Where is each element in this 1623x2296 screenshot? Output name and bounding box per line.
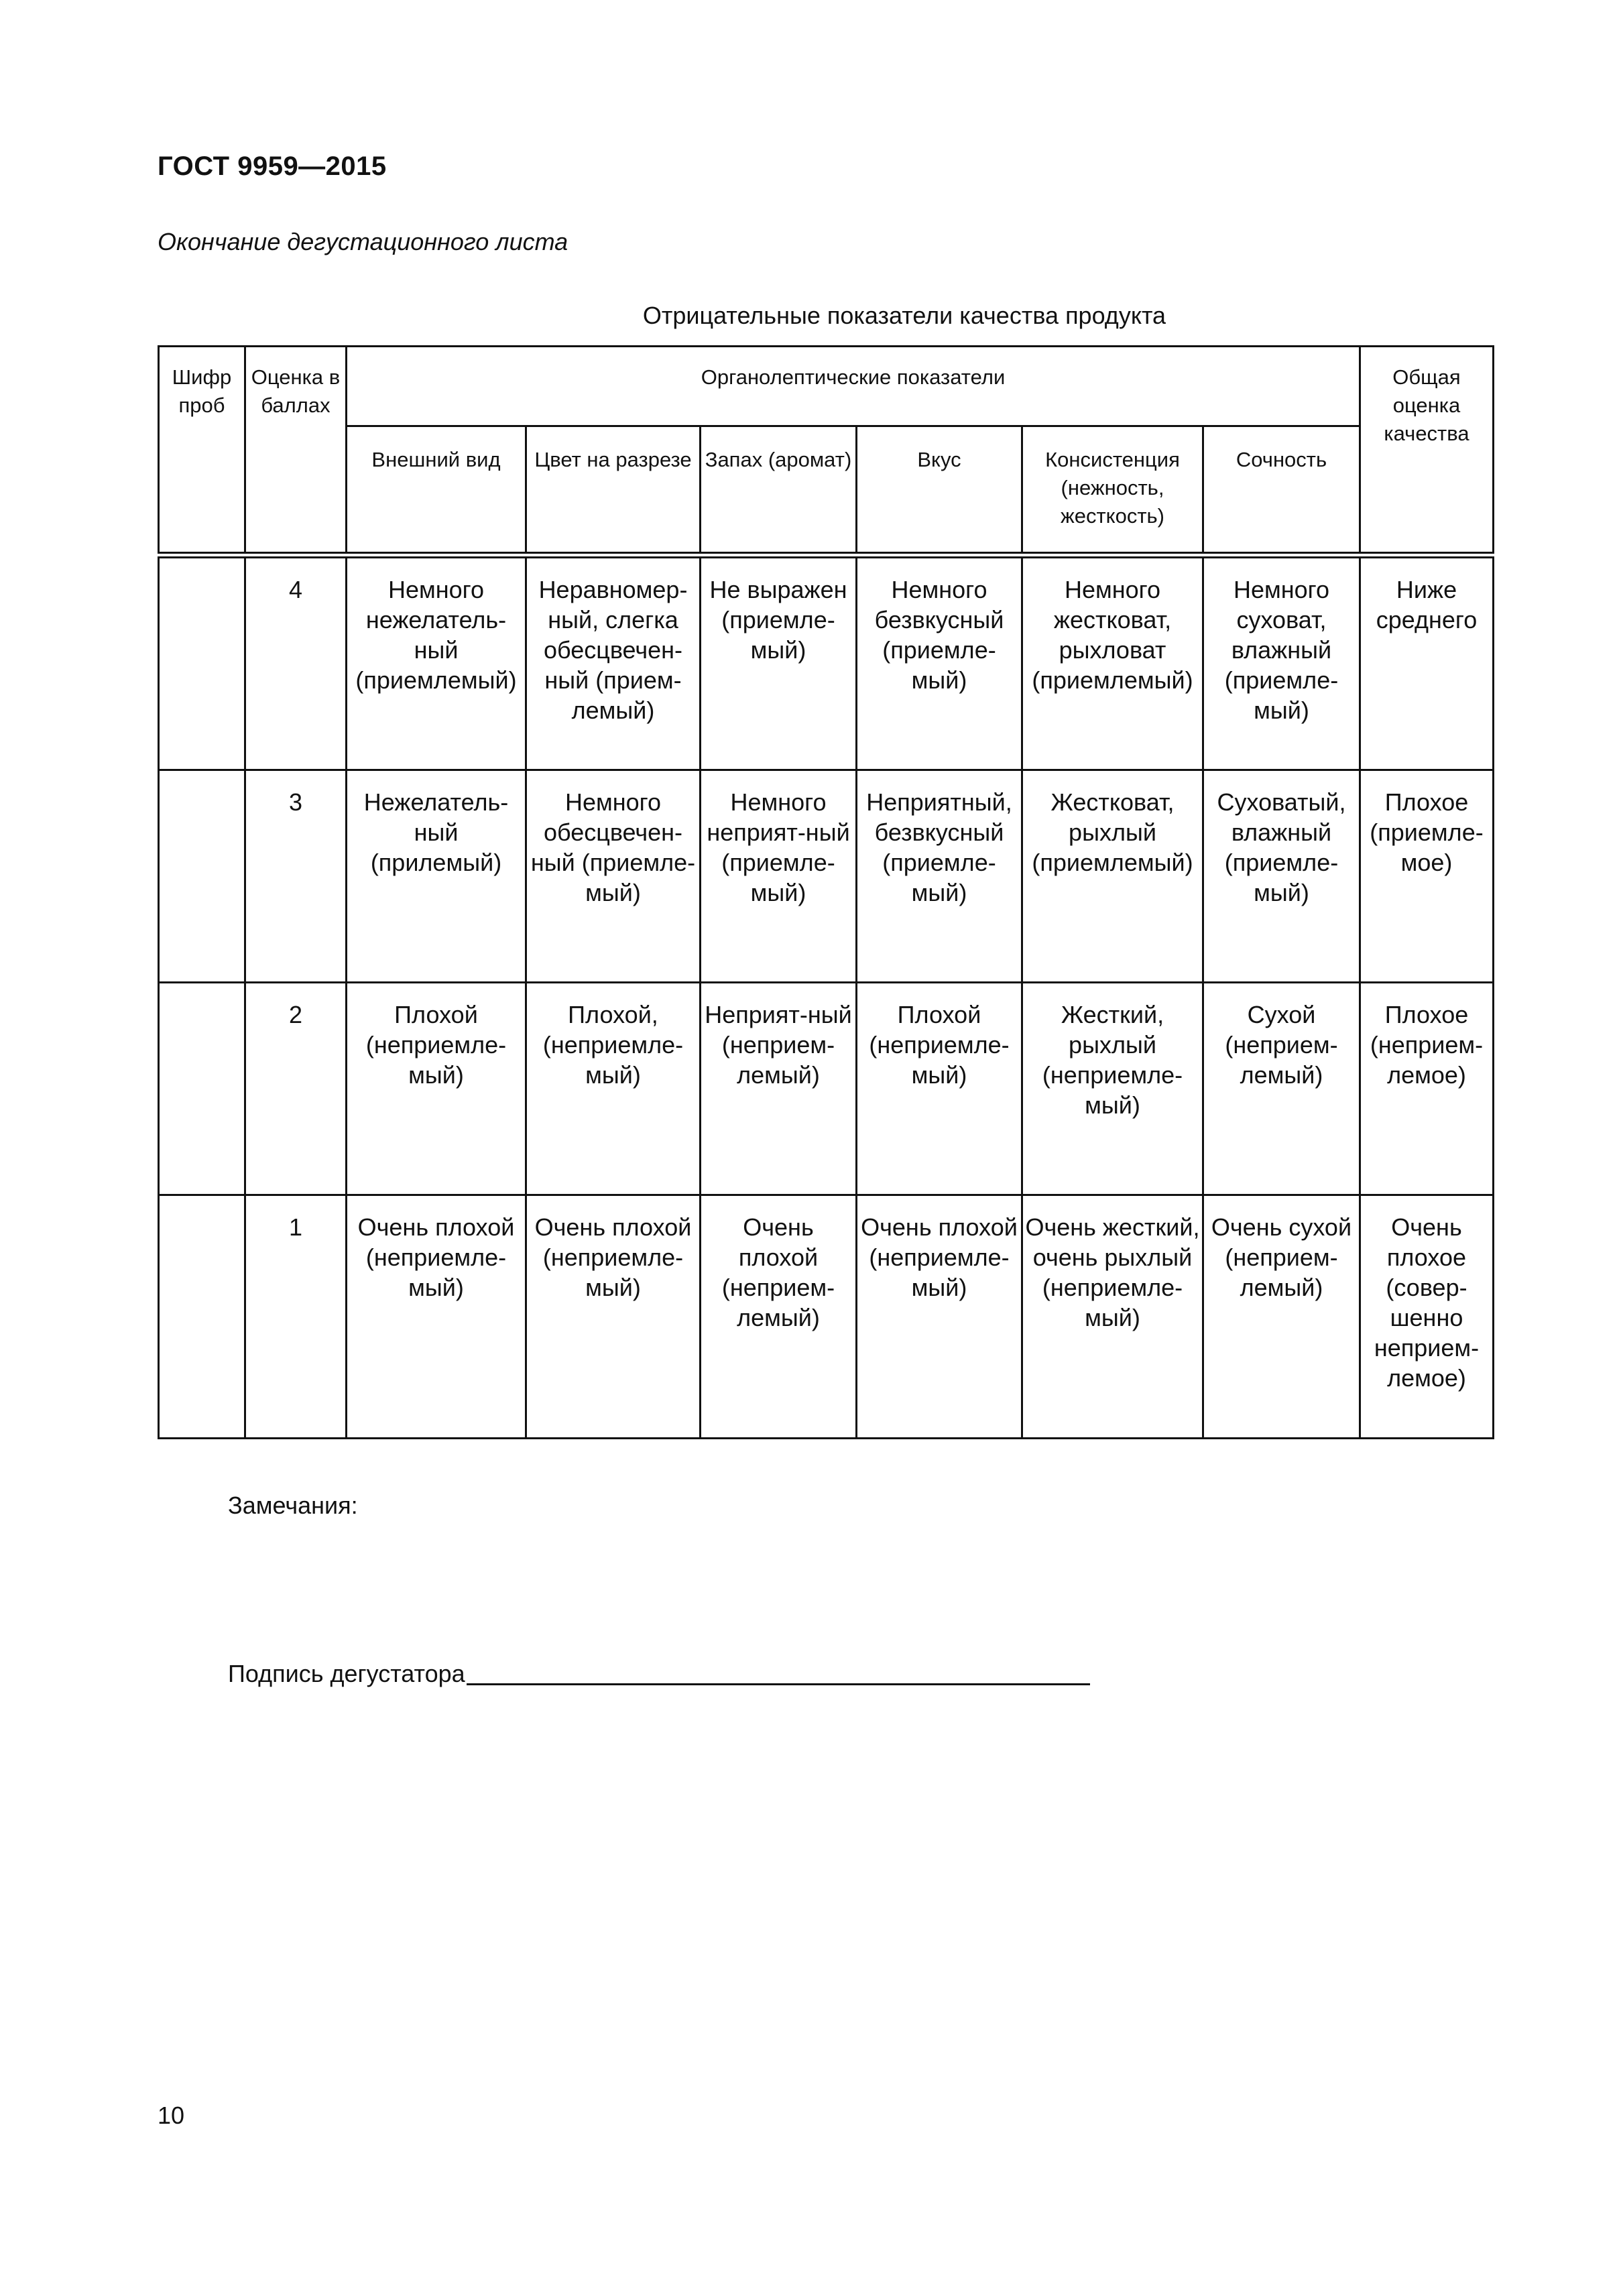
cell-appearance: Нежелатель-ный (прилемый) [347, 770, 526, 983]
cell-smell: Не выражен (приемле-мый) [701, 555, 857, 770]
cell-juiciness: Очень сухой (неприем-лемый) [1203, 1195, 1360, 1439]
header-juiciness: Сочность [1203, 426, 1360, 556]
header-consistency: Консистенция (нежность, жесткость) [1022, 426, 1203, 556]
table-row [159, 770, 1494, 983]
cell-overall: Плохое (неприем-лемое) [1360, 983, 1494, 1195]
page-number: 10 [158, 2102, 185, 2129]
header-appearance: Внешний вид [347, 426, 526, 556]
header-smell: Запах (аромат) [701, 426, 857, 556]
document-title: ГОСТ 9959—2015 [158, 152, 387, 181]
header-score: Оценка в баллах [245, 347, 347, 556]
header-taste: Вкус [857, 426, 1022, 556]
header-sample-code: Шифр проб [159, 347, 245, 556]
cell-cut-color: Плохой, (неприемле-мый) [526, 983, 701, 1195]
cell-consistency: Жестковат, рыхлый (приемлемый) [1022, 770, 1203, 983]
cell-smell: Неприят-ный (неприем-лемый) [701, 983, 857, 1195]
cell-taste: Неприятный, безвкусный (приемле-мый) [857, 770, 1022, 983]
table-row [159, 1195, 1494, 1439]
cell-score: 2 [245, 983, 347, 1195]
cell-cut-color: Немного обесцвечен-ный (приемле-мый) [526, 770, 701, 983]
cell-consistency: Жесткий, рыхлый (неприемле-мый) [1022, 983, 1203, 1195]
cell-juiciness: Немного суховат, влажный (приемле-мый) [1203, 555, 1360, 770]
cell-taste: Плохой (неприемле-мый) [857, 983, 1022, 1195]
cell-consistency: Немного жестковат, рыхловат (приемлемый) [1022, 555, 1203, 770]
header-cut-color: Цвет на разрезе [526, 426, 701, 556]
table-caption: Отрицательные показатели качества продукта [642, 302, 1166, 329]
table-continuation-note: Окончание дегустационного листа [158, 228, 568, 255]
cell-appearance: Немного нежелатель-ный (приемлемый) [347, 555, 526, 770]
cell-score: 3 [245, 770, 347, 983]
cell-overall: Плохое (приемле-мое) [1360, 770, 1494, 983]
header-overall-quality: Общая оценка качества [1360, 347, 1494, 556]
remarks-label: Замечания: [228, 1492, 358, 1519]
tasting-table [158, 345, 1494, 1439]
header-organoleptic: Органолептические показатели [347, 347, 1360, 426]
cell-juiciness: Суховатый, влажный (приемле-мый) [1203, 770, 1360, 983]
table-row [159, 983, 1494, 1195]
cell-sample-code [159, 770, 245, 983]
cell-overall: Очень плохое (совер-шенно неприем-лемое) [1360, 1195, 1494, 1439]
signature-block [228, 1659, 1090, 1688]
cell-cut-color: Неравномер-ный, слегка обесцвечен-ный (прием-лемый) [526, 555, 701, 770]
cell-score: 4 [245, 555, 347, 770]
signature-line [467, 1659, 1090, 1685]
cell-smell: Немного неприят-ный (приемле-мый) [701, 770, 857, 983]
cell-cut-color: Очень плохой (неприемле-мый) [526, 1195, 701, 1439]
cell-taste: Очень плохой (неприемле-мый) [857, 1195, 1022, 1439]
cell-overall: Ниже среднего [1360, 555, 1494, 770]
cell-sample-code [159, 1195, 245, 1439]
cell-taste: Немного безвкусный (приемле-мый) [857, 555, 1022, 770]
cell-score: 1 [245, 1195, 347, 1439]
cell-sample-code [159, 555, 245, 770]
cell-appearance: Очень плохой (неприемле-мый) [347, 1195, 526, 1439]
table-row [159, 555, 1494, 770]
cell-smell: Очень плохой (неприем-лемый) [701, 1195, 857, 1439]
cell-consistency: Очень жесткий, очень рыхлый (неприемле-мый) [1022, 1195, 1203, 1439]
cell-juiciness: Сухой (неприем-лемый) [1203, 983, 1360, 1195]
cell-appearance: Плохой (неприемле-мый) [347, 983, 526, 1195]
cell-sample-code [159, 983, 245, 1195]
signature-label: Подпись дегустатора [228, 1660, 465, 1687]
